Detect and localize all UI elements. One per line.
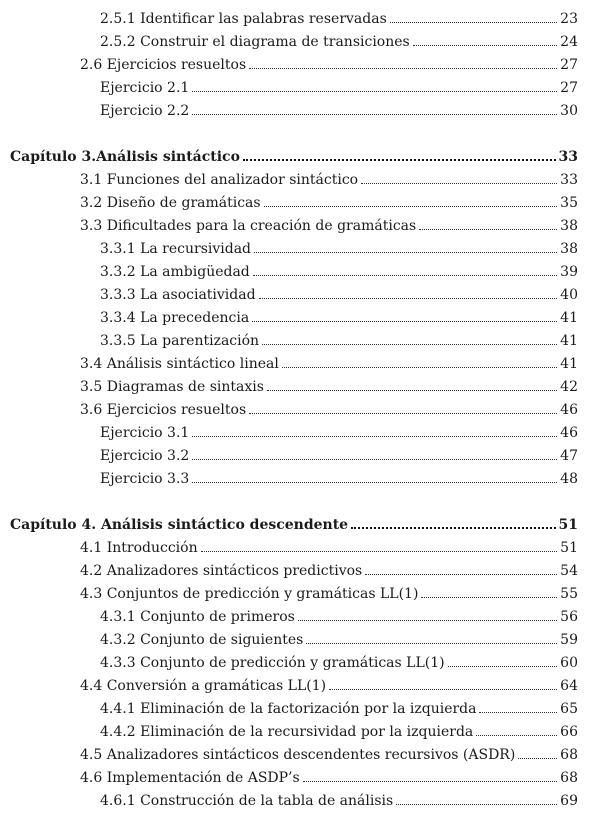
toc-entry-title: 4.5 Analizadores sintácticos descendentes recursivos (ASDR) [80,747,516,763]
toc-entry-title: 3.3 Dificultades para la creación de gramáticas [80,218,417,234]
dot-leader [390,21,557,23]
dot-leader [259,297,558,299]
dot-leader [267,389,557,391]
toc-entry-title: 3.3.1 La recursividad [100,241,252,257]
toc-entry-title: Ejercicio 3.3 [100,471,190,487]
dot-leader [254,251,557,253]
toc-page-number: 41 [560,310,578,326]
toc-entry-row[interactable] [0,376,600,399]
toc-entry-row[interactable] [0,560,600,583]
toc-page-number: 35 [560,195,578,211]
toc-page-number: 41 [560,356,578,372]
toc-page-number: 33 [558,149,578,165]
toc-page-number: 55 [560,586,578,602]
toc-page-number: 33 [560,172,578,188]
toc-entry-row[interactable] [0,468,600,491]
toc-entry-title: 4.1 Introducción [80,540,198,556]
dot-leader [201,550,558,552]
toc-page-number: 51 [560,540,578,556]
toc-entry-title: 4.4.2 Eliminación de la recursividad por la izquierda [100,724,474,740]
dot-leader [249,412,557,414]
toc-entry-title: Capítulo 3.Análisis sintáctico [10,149,240,165]
table-of-contents [0,8,600,813]
dot-leader [243,158,556,161]
section-gap [0,491,600,514]
toc-entry-title: 3.2 Diseño de gramáticas [80,195,261,211]
dot-leader [421,596,557,598]
toc-page-number: 30 [560,103,578,119]
toc-entry-title: 4.6.1 Construcción de la tabla de análisis [100,793,394,809]
toc-entry-title: 3.3.2 La ambigüedad [100,264,250,280]
toc-page-number: 39 [560,264,578,280]
toc-entry-row[interactable] [0,284,600,307]
toc-entry-row[interactable] [0,790,600,813]
dot-leader [329,688,557,690]
toc-page-number: 59 [560,632,578,648]
toc-entry-title: Ejercicio 3.1 [100,425,190,441]
dot-leader [351,526,555,529]
toc-page-number: 66 [560,724,578,740]
toc-entry-row[interactable] [0,100,600,123]
toc-page-number: 48 [560,471,578,487]
toc-entry-row[interactable] [0,629,600,652]
toc-entry-row[interactable] [0,169,600,192]
toc-entry-title: 4.2 Analizadores sintácticos predictivos [80,563,363,579]
dot-leader [476,734,557,736]
toc-page-number: 60 [560,655,578,671]
toc-chapter-row[interactable] [0,146,600,169]
dot-leader [361,182,557,184]
toc-entry-row[interactable] [0,583,600,606]
dot-leader [192,113,557,115]
toc-entry-title: 2.5.1 Identificar las palabras reservadas [100,11,387,27]
toc-page-number: 69 [560,793,578,809]
toc-entry-row[interactable] [0,399,600,422]
toc-entry-title: 3.3.3 La asociatividad [100,287,256,303]
toc-entry-title: 3.5 Diagramas de sintaxis [80,379,264,395]
toc-entry-row[interactable] [0,537,600,560]
toc-entry-title: 3.3.5 La parentización [100,333,260,349]
toc-page-number: 27 [560,80,578,96]
dot-leader [192,481,557,483]
toc-entry-row[interactable] [0,353,600,376]
toc-page-number: 64 [560,678,578,694]
toc-entry-row[interactable] [0,261,600,284]
dot-leader [249,67,557,69]
toc-entry-title: 2.6 Ejercicios resueltos [80,57,247,73]
toc-page-number: 42 [560,379,578,395]
toc-entry-row[interactable] [0,238,600,261]
toc-page-number: 27 [560,57,578,73]
dot-leader [192,90,557,92]
toc-page-number: 46 [560,402,578,418]
toc-page-number: 68 [560,747,578,763]
toc-entry-title: 4.6 Implementación de ASDP’s [80,770,300,786]
toc-page-number: 38 [560,218,578,234]
dot-leader [264,205,558,207]
toc-entry-row[interactable] [0,606,600,629]
toc-entry-title: Ejercicio 2.1 [100,80,190,96]
toc-entry-row[interactable] [0,192,600,215]
dot-leader [192,435,557,437]
toc-entry-title: 4.4.1 Eliminación de la factorización por la izquierda [100,701,477,717]
dot-leader [303,780,557,782]
toc-page-number: 54 [560,563,578,579]
toc-entry-title: 2.5.2 Construir el diagrama de transiciones [100,34,410,50]
dot-leader [306,642,557,644]
toc-entry-title: 3.3.4 La precedencia [100,310,250,326]
dot-leader [396,803,557,805]
toc-entry-title: Ejercicio 3.2 [100,448,190,464]
toc-entry-row[interactable] [0,77,600,100]
toc-entry-row[interactable] [0,215,600,238]
toc-entry-row[interactable] [0,54,600,77]
toc-entry-row[interactable] [0,744,600,767]
toc-entry-title: Capítulo 4. Análisis sintáctico descendente [10,517,349,533]
dot-leader [365,573,557,575]
dot-leader [518,757,557,759]
toc-entry-row[interactable] [0,698,600,721]
toc-entry-title: 3.4 Análisis sintáctico lineal [80,356,279,372]
toc-entry-row[interactable] [0,721,600,744]
toc-entry-row[interactable] [0,422,600,445]
toc-entry-title: 3.6 Ejercicios resueltos [80,402,247,418]
toc-entry-row[interactable] [0,652,600,675]
dot-leader [479,711,557,713]
toc-page-number: 68 [560,770,578,786]
dot-leader [252,320,557,322]
dot-leader [192,458,557,460]
dot-leader [262,343,557,345]
toc-page-number: 46 [560,425,578,441]
toc-chapter-row[interactable] [0,514,600,537]
toc-entry-title: 4.3.2 Conjunto de siguientes [100,632,304,648]
dot-leader [448,665,558,667]
dot-leader [419,228,557,230]
toc-entry-title: 4.3 Conjuntos de predicción y gramáticas LL(1) [80,586,419,602]
toc-entry-row[interactable] [0,31,600,54]
toc-page-number: 41 [560,333,578,349]
toc-entry-row[interactable] [0,445,600,468]
toc-page-number: 56 [560,609,578,625]
dot-leader [253,274,557,276]
toc-entry-row[interactable] [0,767,600,790]
toc-entry-row[interactable] [0,675,600,698]
section-gap [0,123,600,146]
toc-entry-row[interactable] [0,307,600,330]
toc-page-number: 65 [560,701,578,717]
toc-page-number: 23 [560,11,578,27]
toc-entry-title: 4.3.3 Conjunto de predicción y gramáticas LL(1) [100,655,445,671]
dot-leader [282,366,557,368]
dot-leader [413,44,557,46]
toc-page-number: 51 [558,517,578,533]
toc-page-number: 47 [560,448,578,464]
toc-entry-row[interactable] [0,8,600,31]
toc-page-number: 40 [560,287,578,303]
toc-page-number: 24 [560,34,578,50]
toc-page-number: 38 [560,241,578,257]
toc-entry-row[interactable] [0,330,600,353]
toc-entry-title: 3.1 Funciones del analizador sintáctico [80,172,359,188]
dot-leader [298,619,557,621]
toc-entry-title: 4.4 Conversión a gramáticas LL(1) [80,678,327,694]
toc-entry-title: Ejercicio 2.2 [100,103,190,119]
toc-entry-title: 4.3.1 Conjunto de primeros [100,609,295,625]
